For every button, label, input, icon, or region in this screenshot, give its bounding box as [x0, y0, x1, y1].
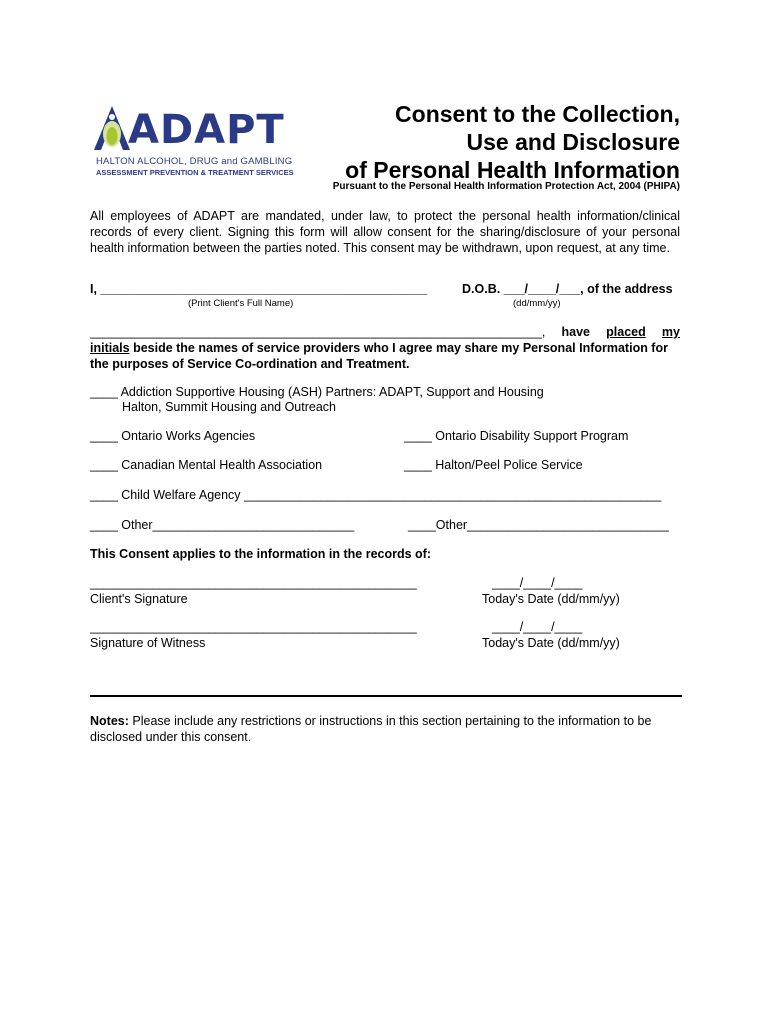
client-date-line[interactable]: ____/____/____: [492, 576, 583, 590]
logo-tagline-2: ASSESSMENT PREVENTION & TREATMENT SERVICES: [96, 168, 294, 177]
intro-paragraph: All employees of ADAPT are mandated, under law, to protect the personal health information/clinical records of every client. Signing this form will allow consent for the sharing/disclosure of your personal health information between the parties noted. This consent may be withdrawn, upon request, at any time.: [90, 209, 680, 255]
dob-caption: (dd/mm/yy): [513, 298, 561, 309]
title-line-1: Consent to the Collection,: [395, 101, 680, 127]
client-signature-line[interactable]: _______________________________________________: [90, 576, 417, 590]
notes-label: Notes:: [90, 714, 129, 728]
dob-field[interactable]: D.O.B. ___/____/___, of the address: [462, 282, 673, 296]
adapt-logo: [92, 104, 312, 179]
provider-other-left[interactable]: ____ Other_____________________________: [90, 518, 355, 532]
client-name-caption: (Print Client's Full Name): [188, 298, 294, 309]
title-line-3: of Personal Health Information: [345, 157, 680, 183]
records-heading: This Consent applies to the information in the records of:: [90, 547, 431, 561]
title-line-2: Use and Disclosure: [466, 129, 680, 155]
provider-other-right[interactable]: ____Other_____________________________: [408, 518, 669, 532]
witness-date-label: Today's Date (dd/mm/yy): [482, 636, 620, 650]
client-signature-label: Client's Signature: [90, 592, 188, 606]
witness-signature-label: Signature of Witness: [90, 636, 206, 650]
provider-cmha[interactable]: ____ Canadian Mental Health Association: [90, 458, 323, 472]
provider-ash[interactable]: ____ Addiction Supportive Housing (ASH) Partners: ADAPT, Support and Housing: [90, 385, 544, 399]
agreement-have: have: [561, 325, 590, 339]
subtitle: Pursuant to the Personal Health Information Protection Act, 2004 (PHIPA): [332, 181, 680, 192]
provider-ontario-works[interactable]: ____ Ontario Works Agencies: [90, 429, 256, 443]
agreement-placed: placed: [606, 325, 646, 339]
address-field[interactable]: _________________________________________________________________,: [90, 325, 546, 339]
client-date-label: Today's Date (dd/mm/yy): [482, 592, 620, 606]
notes-section[interactable]: [90, 713, 680, 745]
notes-text: Please include any restrictions or instructions in this section pertaining to the information to be disclosed under this consent.: [90, 714, 652, 744]
divider: [90, 695, 682, 697]
client-name-field[interactable]: I, _______________________________________________: [90, 282, 428, 296]
agreement-text: beside the names of service providers who I agree may share my Personal Information for the purposes of Service Co-ordination and Treatment.: [90, 341, 668, 371]
agreement-paragraph: [90, 324, 680, 372]
agreement-my: my: [661, 325, 680, 339]
witness-signature-line[interactable]: _______________________________________________: [90, 620, 417, 634]
agreement-initials: initials: [90, 341, 130, 355]
logo-tagline-1: HALTON ALCOHOL, DRUG and GAMBLING: [96, 156, 293, 167]
logo-wordmark: ADAPT: [128, 107, 285, 153]
provider-ash-cont: Halton, Summit Housing and Outreach: [122, 400, 336, 414]
witness-date-line[interactable]: ____/____/____: [492, 620, 583, 634]
provider-police[interactable]: ____ Halton/Peel Police Service: [404, 458, 583, 472]
provider-child-welfare[interactable]: ____ Child Welfare Agency ____________________________________________________________: [90, 488, 662, 502]
provider-odsp[interactable]: ____ Ontario Disability Support Program: [404, 429, 629, 443]
